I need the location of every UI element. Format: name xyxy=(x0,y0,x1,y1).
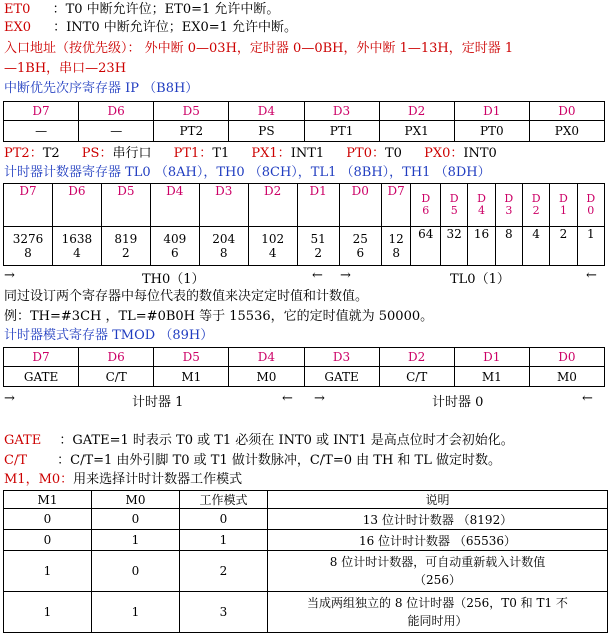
th-bit: D5 xyxy=(101,184,150,227)
ip-legend-value: T0 xyxy=(384,146,402,161)
ip-legend-value: INT1 xyxy=(290,146,325,161)
tmod-bit: D4 xyxy=(229,348,304,367)
ip-legend-value: 串行口 xyxy=(112,146,152,161)
tmod-register-table xyxy=(3,347,605,387)
timer-count-table xyxy=(3,183,605,266)
tl-bit-line: D xyxy=(421,192,431,205)
tl-bit-line: 3 xyxy=(505,204,513,217)
tl-value: 1 xyxy=(577,227,604,266)
th-value xyxy=(150,227,199,266)
ip-field: PX1 xyxy=(379,121,454,142)
ex0-line xyxy=(4,19,297,36)
m1m0-name: M1，M0： xyxy=(4,472,74,487)
th-value xyxy=(52,227,101,266)
tl-bit-line: 6 xyxy=(422,204,430,217)
tl-value: 64 xyxy=(411,227,441,266)
ip-bit: D4 xyxy=(229,102,304,121)
ip-legend-key: PT2： xyxy=(4,146,43,161)
mode-desc-line: 当成两组独立的 8 位计时器（256，T0 和 T1 不 xyxy=(307,596,568,610)
mode-cell: 0 xyxy=(180,509,268,530)
tmod-bit: D2 xyxy=(379,348,454,367)
tl0-label: TL0（1） xyxy=(450,272,510,287)
tmod-field: GATE xyxy=(304,367,379,387)
ex0-desc: ：INT0 中断允许位；EX0=1 允许中断。 xyxy=(53,20,298,35)
th-bit: D6 xyxy=(52,184,101,227)
tl-bit: D7 xyxy=(381,184,411,227)
ip-legend-key: PX0： xyxy=(424,146,464,161)
tl-value: 32 xyxy=(441,227,468,266)
th-value-line: 4 xyxy=(73,246,81,260)
arrow-left-icon: ← xyxy=(586,268,597,283)
th-value xyxy=(101,227,150,266)
th-bit: D7 xyxy=(4,184,53,227)
th-value-line: 409 xyxy=(163,232,187,246)
arrow-right-icon: → xyxy=(314,391,325,406)
tcount-note-1: 同过设订两个寄存器中每位代表的数值来决定定时值和计数值。 xyxy=(4,289,369,304)
tmod-field: M1 xyxy=(454,367,529,387)
ip-legend-value: T1 xyxy=(212,146,230,161)
th-value xyxy=(4,227,53,266)
th-bit: D1 xyxy=(297,184,339,227)
m1m0-line xyxy=(4,471,242,488)
ct-line xyxy=(4,452,501,469)
tmod-bit: D5 xyxy=(154,348,229,367)
ip-field: PT1 xyxy=(304,121,379,142)
ip-field: PT0 xyxy=(454,121,529,142)
th-value xyxy=(248,227,297,266)
tl-value xyxy=(381,227,411,266)
tl-bit xyxy=(441,184,468,227)
tl-bit xyxy=(550,184,577,227)
th-value-line: 102 xyxy=(261,232,285,246)
ip-legend-value: T2 xyxy=(42,146,60,161)
th-value xyxy=(339,227,381,266)
tl-bit-line: 2 xyxy=(532,204,540,217)
th-bit: D2 xyxy=(248,184,297,227)
timer-span-row xyxy=(4,391,604,408)
th-value-line: 1638 xyxy=(61,232,93,246)
th-bit: D3 xyxy=(199,184,248,227)
tmod-field: M0 xyxy=(229,367,304,387)
arrow-right-icon: → xyxy=(4,268,15,283)
ip-legend-value: INT0 xyxy=(463,146,497,161)
th-value-line: 204 xyxy=(212,232,236,246)
ip-legend-key: PX1： xyxy=(251,146,291,161)
th0-label: TH0（1） xyxy=(142,272,205,287)
mode-desc: 13 位计时计数器 （8192） xyxy=(268,509,608,530)
timer0-label: 计时器 0 xyxy=(432,395,484,410)
gate-desc: ：GATE=1 时表示 T0 或 T1 必须在 INT0 或 INT1 是高点位时才会初始化。 xyxy=(59,433,514,448)
arrow-left-icon: ← xyxy=(582,391,593,406)
ip-legend-key: PT1： xyxy=(173,146,213,161)
tmod-field: M0 xyxy=(529,367,604,387)
ip-field: PT2 xyxy=(154,121,229,142)
arrow-right-icon: → xyxy=(4,391,15,406)
ct-name: C/T xyxy=(4,453,27,468)
th-value-line: 8 xyxy=(24,246,32,260)
mode-desc xyxy=(268,551,608,592)
tmod-bit: D7 xyxy=(4,348,79,367)
th-value-line: 6 xyxy=(356,246,365,260)
th-value-line: 2 xyxy=(314,246,322,260)
tmod-field: C/T xyxy=(379,367,454,387)
ip-field: — xyxy=(79,121,154,142)
ip-bit: D1 xyxy=(454,102,529,121)
mode-cell: 3 xyxy=(180,592,268,633)
mode-cell: 1 xyxy=(4,551,92,592)
arrow-right-icon: → xyxy=(340,268,351,283)
mode-desc: 16 位计时计数器 （65536） xyxy=(268,530,608,551)
entry-line-1: 入口地址（按优先级）： 外中断 0—03H，定时器 0—0BH，外中断 1—13H，定时器 1 xyxy=(4,41,514,56)
tmod-bit: D0 xyxy=(529,348,604,367)
arrow-left-icon: ← xyxy=(312,268,323,283)
ex0-name: EX0 xyxy=(4,20,32,35)
tl-value-line: 8 xyxy=(392,246,400,260)
mode-table xyxy=(3,490,608,633)
tmod-bit: D1 xyxy=(454,348,529,367)
tl-bit-line: D xyxy=(559,192,568,205)
th-bit: D0 xyxy=(339,184,381,227)
gate-name: GATE xyxy=(4,433,42,448)
m1m0-desc: 用来选择计时计数器工作模式 xyxy=(73,472,243,487)
ct-desc: ：C/T=1 由外引脚 T0 或 T1 做计数脉冲，C/T=0 由 TH 和 TL 做定时数。 xyxy=(57,453,501,468)
timer1-label: 计时器 1 xyxy=(132,395,184,410)
tl-bit-line: D xyxy=(531,192,541,205)
tl-value: 8 xyxy=(495,227,522,266)
th-value-line: 2 xyxy=(122,246,130,260)
ip-legend-key: PT0： xyxy=(346,146,385,161)
mode-cell: 0 xyxy=(4,530,92,551)
mode-cell: 1 xyxy=(180,530,268,551)
tl-bit xyxy=(495,184,522,227)
tmod-field: C/T xyxy=(79,367,154,387)
mode-desc-line: 能同时用） xyxy=(407,614,468,628)
tcount-title: 计时器计数器寄存器 TL0 （8AH），TH0 （8CH），TL1 （8BH），TH1 （8DH） xyxy=(4,165,491,180)
tcount-note-2: 例：TH=#3CH ，TL=#0B0H 等于 15536，它的定时值就为 50000。 xyxy=(4,309,434,324)
tl-bit-line: 1 xyxy=(559,204,567,217)
tmod-title: 计时器模式寄存器 TMOD （89H） xyxy=(4,328,214,343)
th-value-line: 4 xyxy=(268,246,277,260)
tl-bit-line: D xyxy=(586,192,596,205)
tl-value-line: 12 xyxy=(388,232,404,246)
et0-name: ET0 xyxy=(4,2,31,17)
mode-header: 说明 xyxy=(268,491,608,509)
ip-bit: D5 xyxy=(154,102,229,121)
tl-bit-line: 4 xyxy=(478,204,485,217)
th-value-line: 819 xyxy=(114,232,138,246)
ip-legend xyxy=(4,145,497,162)
mode-desc-line: （256） xyxy=(414,573,461,587)
mode-cell: 1 xyxy=(92,592,180,633)
ip-legend-key: PS： xyxy=(81,146,113,161)
mode-cell: 2 xyxy=(180,551,268,592)
tl-bit-line: D xyxy=(449,192,459,205)
tl-bit xyxy=(577,184,604,227)
th-value-line: 3276 xyxy=(12,232,44,246)
ip-bit: D3 xyxy=(304,102,379,121)
entry-line-2: —1BH，串口—23H xyxy=(4,61,127,76)
et0-line xyxy=(4,1,279,18)
tl-value: 2 xyxy=(550,227,577,266)
mode-cell: 1 xyxy=(92,530,180,551)
mode-desc xyxy=(268,592,608,633)
arrow-left-icon: ← xyxy=(282,391,293,406)
tmod-field: GATE xyxy=(4,367,79,387)
gate-line xyxy=(4,432,514,449)
th-value-line: 25 xyxy=(352,232,368,246)
mode-cell: 0 xyxy=(4,509,92,530)
ip-field: PX0 xyxy=(529,121,604,142)
ip-bit: D6 xyxy=(79,102,154,121)
ip-title: 中断优先次序寄存器 IP （B8H） xyxy=(4,81,199,96)
ip-bit: D2 xyxy=(379,102,454,121)
mode-header: M1 xyxy=(4,491,92,509)
tl-bit xyxy=(468,184,495,227)
th-value-line: 8 xyxy=(219,246,228,260)
tl-value: 4 xyxy=(522,227,549,266)
tmod-bit: D3 xyxy=(304,348,379,367)
mode-cell: 0 xyxy=(92,509,180,530)
mode-cell: 0 xyxy=(92,551,180,592)
ip-bit: D0 xyxy=(529,102,604,121)
th-value-line: 51 xyxy=(310,232,326,246)
ip-field: — xyxy=(4,121,79,142)
tmod-field: M1 xyxy=(154,367,229,387)
mode-desc-line: 8 位计时计数器，可自动重新载入计数值 xyxy=(329,555,546,569)
tl-bit xyxy=(411,184,441,227)
tl-bit-line: 0 xyxy=(587,204,595,217)
ip-bit: D7 xyxy=(4,102,79,121)
tmod-bit: D6 xyxy=(79,348,154,367)
tl-bit xyxy=(522,184,549,227)
th-value-line: 6 xyxy=(170,246,179,260)
th-tl-span-row xyxy=(4,268,604,285)
mode-header: M0 xyxy=(92,491,180,509)
tl-bit-line: 5 xyxy=(450,204,458,217)
tl-value: 16 xyxy=(468,227,495,266)
ip-field: PS xyxy=(229,121,304,142)
th-bit: D4 xyxy=(150,184,199,227)
mode-header: 工作模式 xyxy=(180,491,268,509)
et0-desc: ：T0 中断允许位；ET0=1 允许中断。 xyxy=(52,2,280,17)
tl-bit-line: D xyxy=(504,192,514,205)
ip-register-table xyxy=(3,101,605,142)
mode-cell: 1 xyxy=(4,592,92,633)
th-value xyxy=(199,227,248,266)
th-value xyxy=(297,227,339,266)
tl-bit-line: D xyxy=(477,192,486,205)
